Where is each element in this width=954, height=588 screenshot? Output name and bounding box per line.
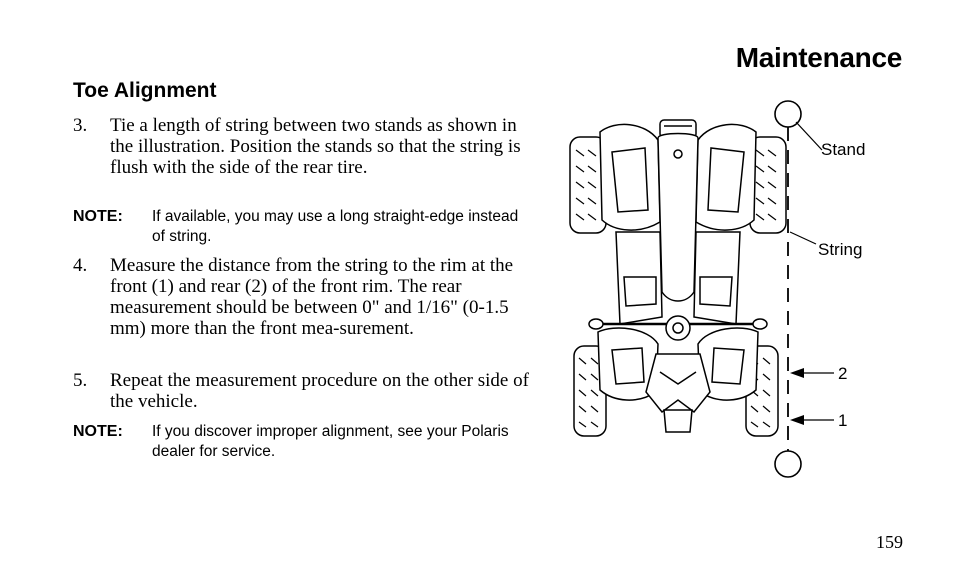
page-header-title: Maintenance: [735, 42, 902, 73]
note-1: [73, 207, 533, 247]
section-title: Toe Alignment: [73, 79, 217, 102]
stand-label: Stand: [821, 140, 866, 159]
step-5: [73, 370, 533, 412]
atv-top-view: [570, 120, 786, 436]
note-2: [73, 422, 533, 462]
arrow-front-icon: [790, 415, 804, 425]
note-text: If available, you may use a long straight-edge instead of string.: [152, 208, 519, 245]
note-label: NOTE:: [73, 208, 123, 225]
step-number: 4.: [73, 255, 88, 276]
step-text: Tie a length of string between two stands as shown in the illustration. Position the stands so that the string is flush with the side of the rear tire.: [110, 115, 521, 178]
rear-measurement-label: 2: [838, 364, 848, 383]
step-4: [73, 255, 533, 339]
front-measurement-label: 1: [838, 411, 848, 430]
step-text: Measure the distance from the string to the rim at the front (1) and rear (2) of the front rim. The rear measurement should be between 0" and 1/16" (0-1.5 mm) more than the front mea-surement.: [110, 255, 514, 339]
stand-bottom-icon: [775, 451, 801, 477]
string-label: String: [818, 240, 863, 259]
step-number: 5.: [73, 370, 88, 391]
step-number: 3.: [73, 115, 88, 136]
note-label: NOTE:: [73, 423, 123, 440]
note-text: If you discover improper alignment, see your Polaris dealer for service.: [152, 423, 509, 460]
arrow-rear-icon: [790, 368, 804, 378]
page-number: 159: [876, 532, 903, 552]
step-text: Repeat the measurement procedure on the other side of the vehicle.: [110, 370, 529, 412]
step-3: [73, 115, 533, 178]
